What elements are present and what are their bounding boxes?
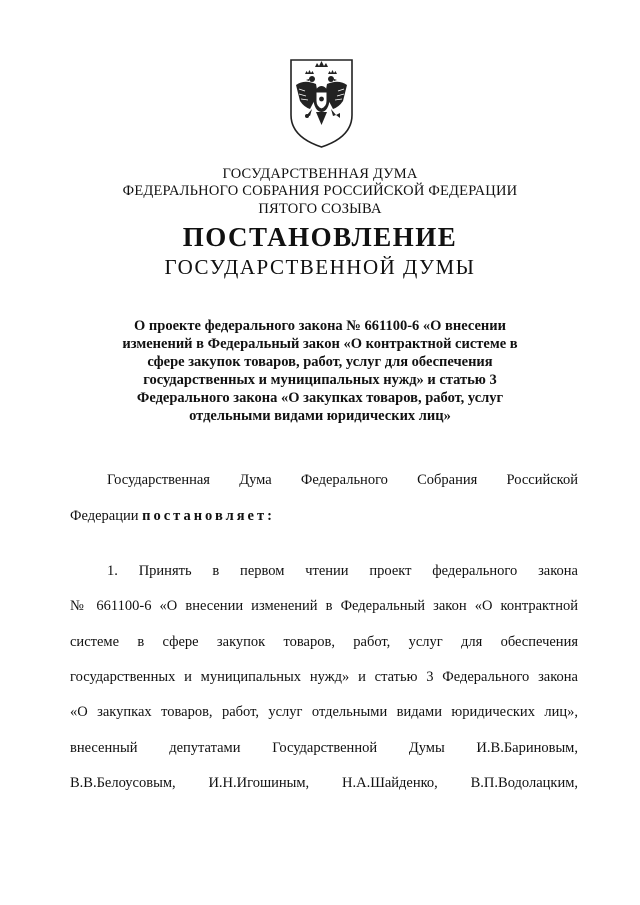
subject-line: Федерального закона «О закупках товаров, работ, услуг [136,390,504,406]
convocation-line: ПЯТОГО СОЗЫВА [258,201,382,217]
subject-line: О проекте федерального закона № 661100-6 «О внесении [134,318,506,334]
subject-line: отдельными видами юридических лиц» [189,408,451,424]
item-1-line: В.В.Белоусовым, И.Н.Игошиным, Н.А.Шайденко, В.П.Водолацким, [70,775,578,791]
preamble-prefix: Федерации [70,508,143,524]
preamble-line [70,508,578,525]
subject-line: государственных и муниципальных нужд» и статью 3 [143,372,497,388]
parliament-name-line1: ГОСУДАРСТВЕННАЯ ДУМА [222,166,418,182]
subject-line: сфере закупок товаров, работ, услуг для обеспечения [147,354,493,370]
item-1-line: «О закупках товаров, работ, услуг отдельными видами юридических лиц», [70,704,578,720]
subject-line: изменений в Федеральный закон «О контрактной системе в [122,336,518,352]
item-1-line: 1. Принять в первом чтении проект федерального закона [107,563,578,579]
parliament-name-line2: ФЕДЕРАЛЬНОГО СОБРАНИЯ РОССИЙСКОЙ ФЕДЕРАЦИИ [122,183,518,199]
item-1-line: № 661100-6 «О внесении изменений в Федеральный закон «О контрактной [70,598,578,614]
document-subtitle: ГОСУДАРСТВЕННОЙ ДУМЫ [164,255,476,279]
item-1-line: внесенный депутатами Государственной Думы И.В.Бариновым, [70,740,578,756]
item-1-line: системе в сфере закупок товаров, работ, услуг для обеспечения [70,634,578,650]
resolves-word: постановляет: [142,508,275,524]
item-1-line: государственных и муниципальных нужд» и статью 3 Федерального закона [70,669,578,685]
document-title: ПОСТАНОВЛЕНИЕ [182,222,458,252]
coat-of-arms-icon [288,57,355,150]
preamble-line: Государственная Дума Федерального Собрания Российской [107,472,578,488]
